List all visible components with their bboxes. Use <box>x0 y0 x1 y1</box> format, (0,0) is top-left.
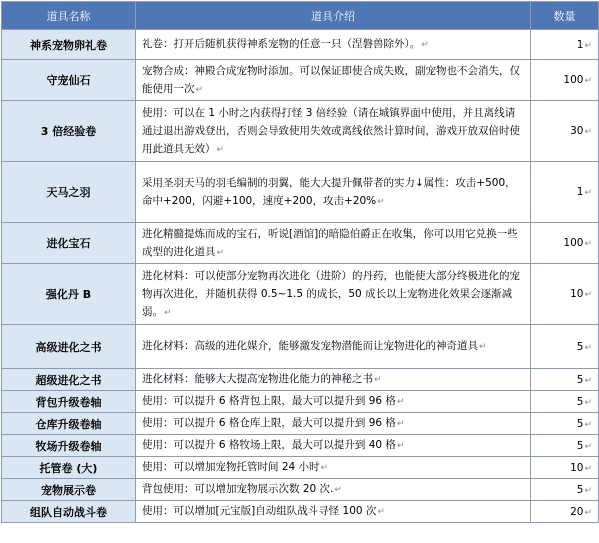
paragraph-mark-icon: ↵ <box>584 375 592 386</box>
table-row <box>2 162 599 223</box>
header-row <box>2 2 599 30</box>
item-name <box>2 413 136 435</box>
table-row <box>2 391 599 413</box>
item-name-text: 守宠仙石 <box>46 74 91 87</box>
paragraph-mark-icon: ↵ <box>334 485 342 495</box>
paragraph-mark-icon: ↵ <box>396 441 405 451</box>
item-name-text: 强化丹 B <box>45 288 92 301</box>
table-row <box>2 479 599 501</box>
item-quantity <box>531 101 599 162</box>
item-name-text: 组队自动战斗卷 <box>30 505 107 519</box>
item-description <box>136 101 531 162</box>
item-quantity <box>531 413 599 435</box>
item-description-text: 使用：可以提升 6 格背包上限，最大可以提升到 96 格 <box>142 395 396 407</box>
item-quantity-text: 100 <box>563 74 584 86</box>
header-name: 道具名称 <box>2 2 136 30</box>
item-quantity <box>531 325 599 369</box>
paragraph-mark-icon: ↵ <box>216 247 225 258</box>
paragraph-mark-icon: ↵ <box>320 463 329 473</box>
item-name-text: 3 倍经验卷 <box>40 125 97 138</box>
item-quantity <box>531 435 599 457</box>
table-row <box>2 435 599 457</box>
paragraph-mark-icon: ↵ <box>584 342 592 353</box>
item-name-text: 天马之羽 <box>46 186 91 199</box>
item-description <box>136 325 531 369</box>
item-description-text: 使用：可以提升 6 格仓库上限，最大可以提升到 96 格 <box>142 417 396 429</box>
paragraph-mark-icon: ↵ <box>195 84 204 95</box>
paragraph-mark-icon: ↵ <box>374 375 382 385</box>
item-description <box>136 60 531 101</box>
item-name-text: 高级进化之书 <box>35 340 102 354</box>
item-name <box>2 101 136 162</box>
item-description-text: 礼卷：打开后随机获得神系宠物的任意一只（涅磐兽除外）。 <box>142 38 421 50</box>
paragraph-mark-icon: ↵ <box>396 397 405 407</box>
item-quantity-text: 1 <box>576 38 584 51</box>
paragraph-mark-icon: ↵ <box>584 290 592 300</box>
item-quantity <box>531 162 599 223</box>
table-row <box>2 369 599 391</box>
header-qty: 数量 <box>531 2 599 30</box>
item-quantity-text: 5 <box>576 417 584 430</box>
paragraph-mark-icon: ↵ <box>396 419 405 429</box>
paragraph-mark-icon: ↵ <box>584 76 592 86</box>
item-quantity-text: 5 <box>576 483 584 496</box>
item-description <box>136 162 531 223</box>
item-quantity <box>531 457 599 479</box>
item-description <box>136 223 531 264</box>
item-quantity <box>531 223 599 264</box>
item-name <box>2 479 136 501</box>
item-name-text: 进化宝石 <box>46 237 91 250</box>
paragraph-mark-icon: ↵ <box>584 463 592 474</box>
paragraph-mark-icon: ↵ <box>584 127 592 137</box>
item-description-text: 使用：可以在 1 小时之内获得打怪 3 倍经验（请在城镇界面中使用，并且离线请通过退出游戏登出，否则会导致使用失效或离线依然计算时间，游戏开放双倍时使用此道具无效） <box>142 106 520 155</box>
item-description <box>136 457 531 479</box>
item-name-text: 仓库升级卷轴 <box>35 417 102 431</box>
paragraph-mark-icon: ↵ <box>164 307 172 318</box>
item-description-text: 进化材料：能够大大提高宠物进化能力的神秘之书 <box>142 373 373 385</box>
item-name <box>2 501 136 523</box>
paragraph-mark-icon: ↵ <box>584 441 592 452</box>
paragraph-mark-icon: ↵ <box>584 40 592 51</box>
item-quantity <box>531 30 599 60</box>
item-description <box>136 501 531 523</box>
table-row <box>2 60 599 101</box>
paragraph-mark-icon: ↵ <box>479 342 487 352</box>
item-description-text: 进化材料：可以使部分宠物再次进化（进阶）的丹药，也能使大部分终极进化的宠物再次进化，并随机获得 0.5~1.5 的成长，50 成长以上宠物进化效果会逐渐减弱。 <box>142 269 520 318</box>
paragraph-mark-icon: ↵ <box>584 239 592 249</box>
paragraph-mark-icon: ↵ <box>377 507 385 517</box>
paragraph-mark-icon: ↵ <box>421 40 429 50</box>
item-quantity <box>531 60 599 101</box>
item-description <box>136 413 531 435</box>
item-description-text: 使用：可以增加[元宝版]自动组队战斗寻怪 100 次 <box>142 505 377 517</box>
item-description <box>136 369 531 391</box>
paragraph-mark-icon: ↵ <box>216 144 225 155</box>
item-description-text: 采用圣羽天马的羽毛编制的羽翼，能大大提升佩带者的实力↓属性：攻击+500，命中+200，闪避+100，速度+200，攻击+20% <box>142 176 516 207</box>
item-name-text: 背包升级卷轴 <box>35 395 102 409</box>
item-quantity-text: 20 <box>570 505 584 518</box>
paragraph-mark-icon: ↵ <box>584 507 592 518</box>
item-description-text: 使用：可以增加宠物托管时间 24 小时 <box>142 461 320 473</box>
item-name <box>2 264 136 325</box>
item-name <box>2 60 136 101</box>
item-name <box>2 435 136 457</box>
item-quantity-text: 10 <box>570 461 584 474</box>
table-row <box>2 413 599 435</box>
item-quantity-text: 5 <box>576 395 584 408</box>
item-description-text: 使用：可以提升 6 格牧场上限，最大可以提升到 40 格 <box>142 439 396 451</box>
paragraph-mark-icon: ↵ <box>377 196 385 207</box>
paragraph-mark-icon: ↵ <box>584 485 592 496</box>
table-row <box>2 223 599 264</box>
item-quantity <box>531 369 599 391</box>
item-quantity-text: 30 <box>570 125 584 137</box>
item-description-text: 背包使用：可以增加宠物展示次数 20 次. <box>142 483 334 495</box>
paragraph-mark-icon: ↵ <box>584 188 592 198</box>
item-description-text: 进化材料：高级的进化媒介，能够激发宠物潜能而让宠物进化的神奇道具 <box>142 340 478 352</box>
item-description <box>136 435 531 457</box>
item-quantity-text: 1 <box>576 186 584 198</box>
item-name <box>2 457 136 479</box>
item-description <box>136 391 531 413</box>
item-name <box>2 30 136 60</box>
item-quantity <box>531 501 599 523</box>
table-row <box>2 101 599 162</box>
item-name-text: 宠物展示卷 <box>41 483 96 497</box>
item-name <box>2 325 136 369</box>
item-quantity-text: 5 <box>576 373 584 386</box>
item-quantity <box>531 479 599 501</box>
paragraph-mark-icon: ↵ <box>584 419 592 430</box>
item-description <box>136 264 531 325</box>
item-name-text: 超级进化之书 <box>35 373 102 387</box>
item-description-text: 进化精髓提炼而成的宝石，听说[酒馆]的暗隐伯爵正在收集，你可以用它兑换一些成型的进化道具 <box>142 227 518 258</box>
item-description <box>136 479 531 501</box>
item-name <box>2 369 136 391</box>
item-quantity <box>531 264 599 325</box>
paragraph-mark-icon: ↵ <box>584 397 592 408</box>
item-name <box>2 391 136 413</box>
item-name-text: 托管卷 (大) <box>39 461 98 475</box>
table-row <box>2 264 599 325</box>
item-quantity-text: 5 <box>576 439 584 452</box>
item-quantity-text: 10 <box>570 288 584 300</box>
item-quantity-text: 100 <box>563 237 584 249</box>
table-row <box>2 457 599 479</box>
item-description-text: 宠物合成：神殿合成宠物时添加。可以保证即使合成失败，副宠物也不会消失，仅能使用一次 <box>142 64 520 95</box>
item-name <box>2 162 136 223</box>
item-name-text: 神系宠物卵礼卷 <box>30 38 107 52</box>
item-quantity-text: 5 <box>576 340 584 353</box>
header-desc: 道具介绍 <box>136 2 531 30</box>
item-quantity <box>531 391 599 413</box>
table-row <box>2 501 599 523</box>
item-description <box>136 30 531 60</box>
items-table <box>1 1 599 523</box>
item-name-text: 牧场升级卷轴 <box>35 439 102 453</box>
table-row <box>2 325 599 369</box>
item-name <box>2 223 136 264</box>
table-row <box>2 30 599 60</box>
